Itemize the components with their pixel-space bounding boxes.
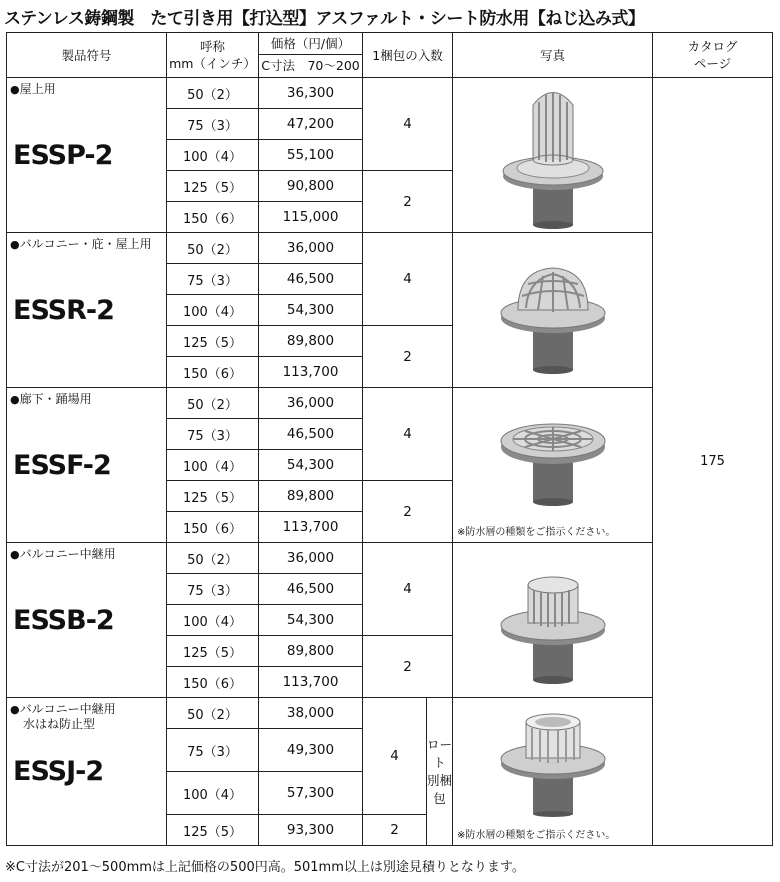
- price-cell: 55,100: [259, 140, 363, 171]
- qty-cell: 4: [363, 388, 453, 481]
- price-cell: 54,300: [259, 450, 363, 481]
- bullet-icon: ●: [10, 548, 20, 561]
- price-table: [6, 32, 773, 846]
- product-usage: 廊下・踊場用: [19, 392, 92, 406]
- bullet-icon: ●: [10, 393, 20, 406]
- price-cell: 90,800: [259, 171, 363, 202]
- price-cell: 36,000: [259, 388, 363, 419]
- price-cell: 113,700: [259, 667, 363, 698]
- product-photo: [453, 388, 653, 543]
- qty-cell: 2: [363, 481, 453, 543]
- size-cell: 125（5）: [167, 171, 259, 202]
- size-cell: 100（4）: [167, 295, 259, 326]
- product-code: ESSF-2: [13, 450, 111, 481]
- footnote: ※C寸法が201～500mmは上記価格の500円高。501mm以上は別途見積りとなります。: [5, 860, 525, 875]
- product-essj-cell: [7, 698, 167, 846]
- bullet-icon: ●: [10, 83, 20, 96]
- price-cell: 38,000: [259, 698, 363, 729]
- qty-cell: 4: [363, 78, 453, 171]
- price-cell: 93,300: [259, 815, 363, 846]
- catalog-page: 175: [653, 78, 773, 846]
- product-code: ESSR-2: [13, 295, 114, 326]
- product-usage: バルコニー中継用: [19, 547, 116, 561]
- price-cell: 47,200: [259, 109, 363, 140]
- product-essp-cell: [7, 78, 167, 233]
- price-cell: 115,000: [259, 202, 363, 233]
- price-cell: 36,000: [259, 233, 363, 264]
- price-cell: 49,300: [259, 729, 363, 772]
- page-title: ステンレス鋳鋼製 たて引き用【打込型】アスファルト・シート防水用【ねじ込み式】: [4, 9, 645, 29]
- size-cell: 75（3）: [167, 109, 259, 140]
- price-cell: 89,800: [259, 481, 363, 512]
- photo-note: ※防水層の種類をご指示ください。: [457, 830, 616, 841]
- price-cell: 36,300: [259, 78, 363, 109]
- product-usage: バルコニー中継用: [19, 702, 116, 716]
- size-cell: 50（2）: [167, 698, 259, 729]
- bullet-icon: ●: [10, 238, 20, 251]
- price-cell: 54,300: [259, 295, 363, 326]
- product-usage: 屋上用: [19, 82, 56, 96]
- photo-note: ※防水層の種類をご指示ください。: [457, 527, 616, 538]
- size-cell: 150（6）: [167, 512, 259, 543]
- qty-cell: 4: [363, 233, 453, 326]
- size-cell: 75（3）: [167, 574, 259, 605]
- size-cell: 100（4）: [167, 605, 259, 636]
- product-photo: [453, 78, 653, 233]
- header-price: 価格（円/個） C寸法 70～200: [259, 33, 363, 78]
- size-cell: 125（5）: [167, 481, 259, 512]
- product-essr-cell: [7, 233, 167, 388]
- header-row: [7, 33, 773, 78]
- size-cell: 150（6）: [167, 357, 259, 388]
- size-cell: 50（2）: [167, 543, 259, 574]
- product-essb-cell: [7, 543, 167, 698]
- product-usage-secondary: 水はね防止型: [23, 717, 96, 731]
- price-cell: 89,800: [259, 326, 363, 357]
- product-photo: [453, 233, 653, 388]
- splash-guard-drain-icon: [498, 708, 608, 818]
- dome-strainer-drain-icon: [498, 80, 608, 230]
- qty-cell: 2: [363, 636, 453, 698]
- size-cell: 50（2）: [167, 388, 259, 419]
- qty-cell: 2: [363, 815, 427, 846]
- table-row: [7, 78, 773, 109]
- size-cell: 100（4）: [167, 450, 259, 481]
- size-cell: 150（6）: [167, 667, 259, 698]
- qty-cell: 2: [363, 326, 453, 388]
- low-dome-grate-drain-icon: [498, 240, 608, 380]
- product-photo: [453, 698, 653, 846]
- size-cell: 75（3）: [167, 264, 259, 295]
- qty-cell: 4: [363, 698, 427, 815]
- header-catalog: カタログ ページ: [653, 33, 773, 78]
- size-cell: 75（3）: [167, 419, 259, 450]
- relay-cage-drain-icon: [498, 550, 608, 690]
- size-cell: 125（5）: [167, 815, 259, 846]
- bullet-icon: ●: [10, 703, 20, 716]
- qty-cell: 2: [363, 171, 453, 233]
- price-cell: 89,800: [259, 636, 363, 667]
- size-cell: 75（3）: [167, 729, 259, 772]
- header-size: 呼称 mm（インチ）: [167, 33, 259, 78]
- price-cell: 113,700: [259, 357, 363, 388]
- size-cell: 125（5）: [167, 326, 259, 357]
- size-cell: 125（5）: [167, 636, 259, 667]
- product-usage: バルコニー・庇・屋上用: [19, 237, 152, 251]
- price-cell: 113,700: [259, 512, 363, 543]
- price-cell: 57,300: [259, 772, 363, 815]
- size-cell: 50（2）: [167, 78, 259, 109]
- price-cell: 46,500: [259, 264, 363, 295]
- price-cell: 46,500: [259, 574, 363, 605]
- product-code: ESSP-2: [13, 140, 113, 171]
- qty-cell: 4: [363, 543, 453, 636]
- size-cell: 100（4）: [167, 772, 259, 815]
- header-photo: 写真: [453, 33, 653, 78]
- product-essf-cell: [7, 388, 167, 543]
- size-cell: 50（2）: [167, 233, 259, 264]
- product-photo: [453, 543, 653, 698]
- size-cell: 150（6）: [167, 202, 259, 233]
- price-cell: 46,500: [259, 419, 363, 450]
- product-code: ESSJ-2: [13, 756, 104, 787]
- header-qty: 1梱包の入数: [363, 33, 453, 78]
- price-cell: 36,000: [259, 543, 363, 574]
- product-code: ESSB-2: [13, 605, 114, 636]
- size-cell: 100（4）: [167, 140, 259, 171]
- price-cell: 54,300: [259, 605, 363, 636]
- header-model: 製品符号: [7, 33, 167, 78]
- separate-pack-note: ロート 別梱包: [427, 698, 453, 846]
- flat-grate-drain-icon: [498, 399, 608, 509]
